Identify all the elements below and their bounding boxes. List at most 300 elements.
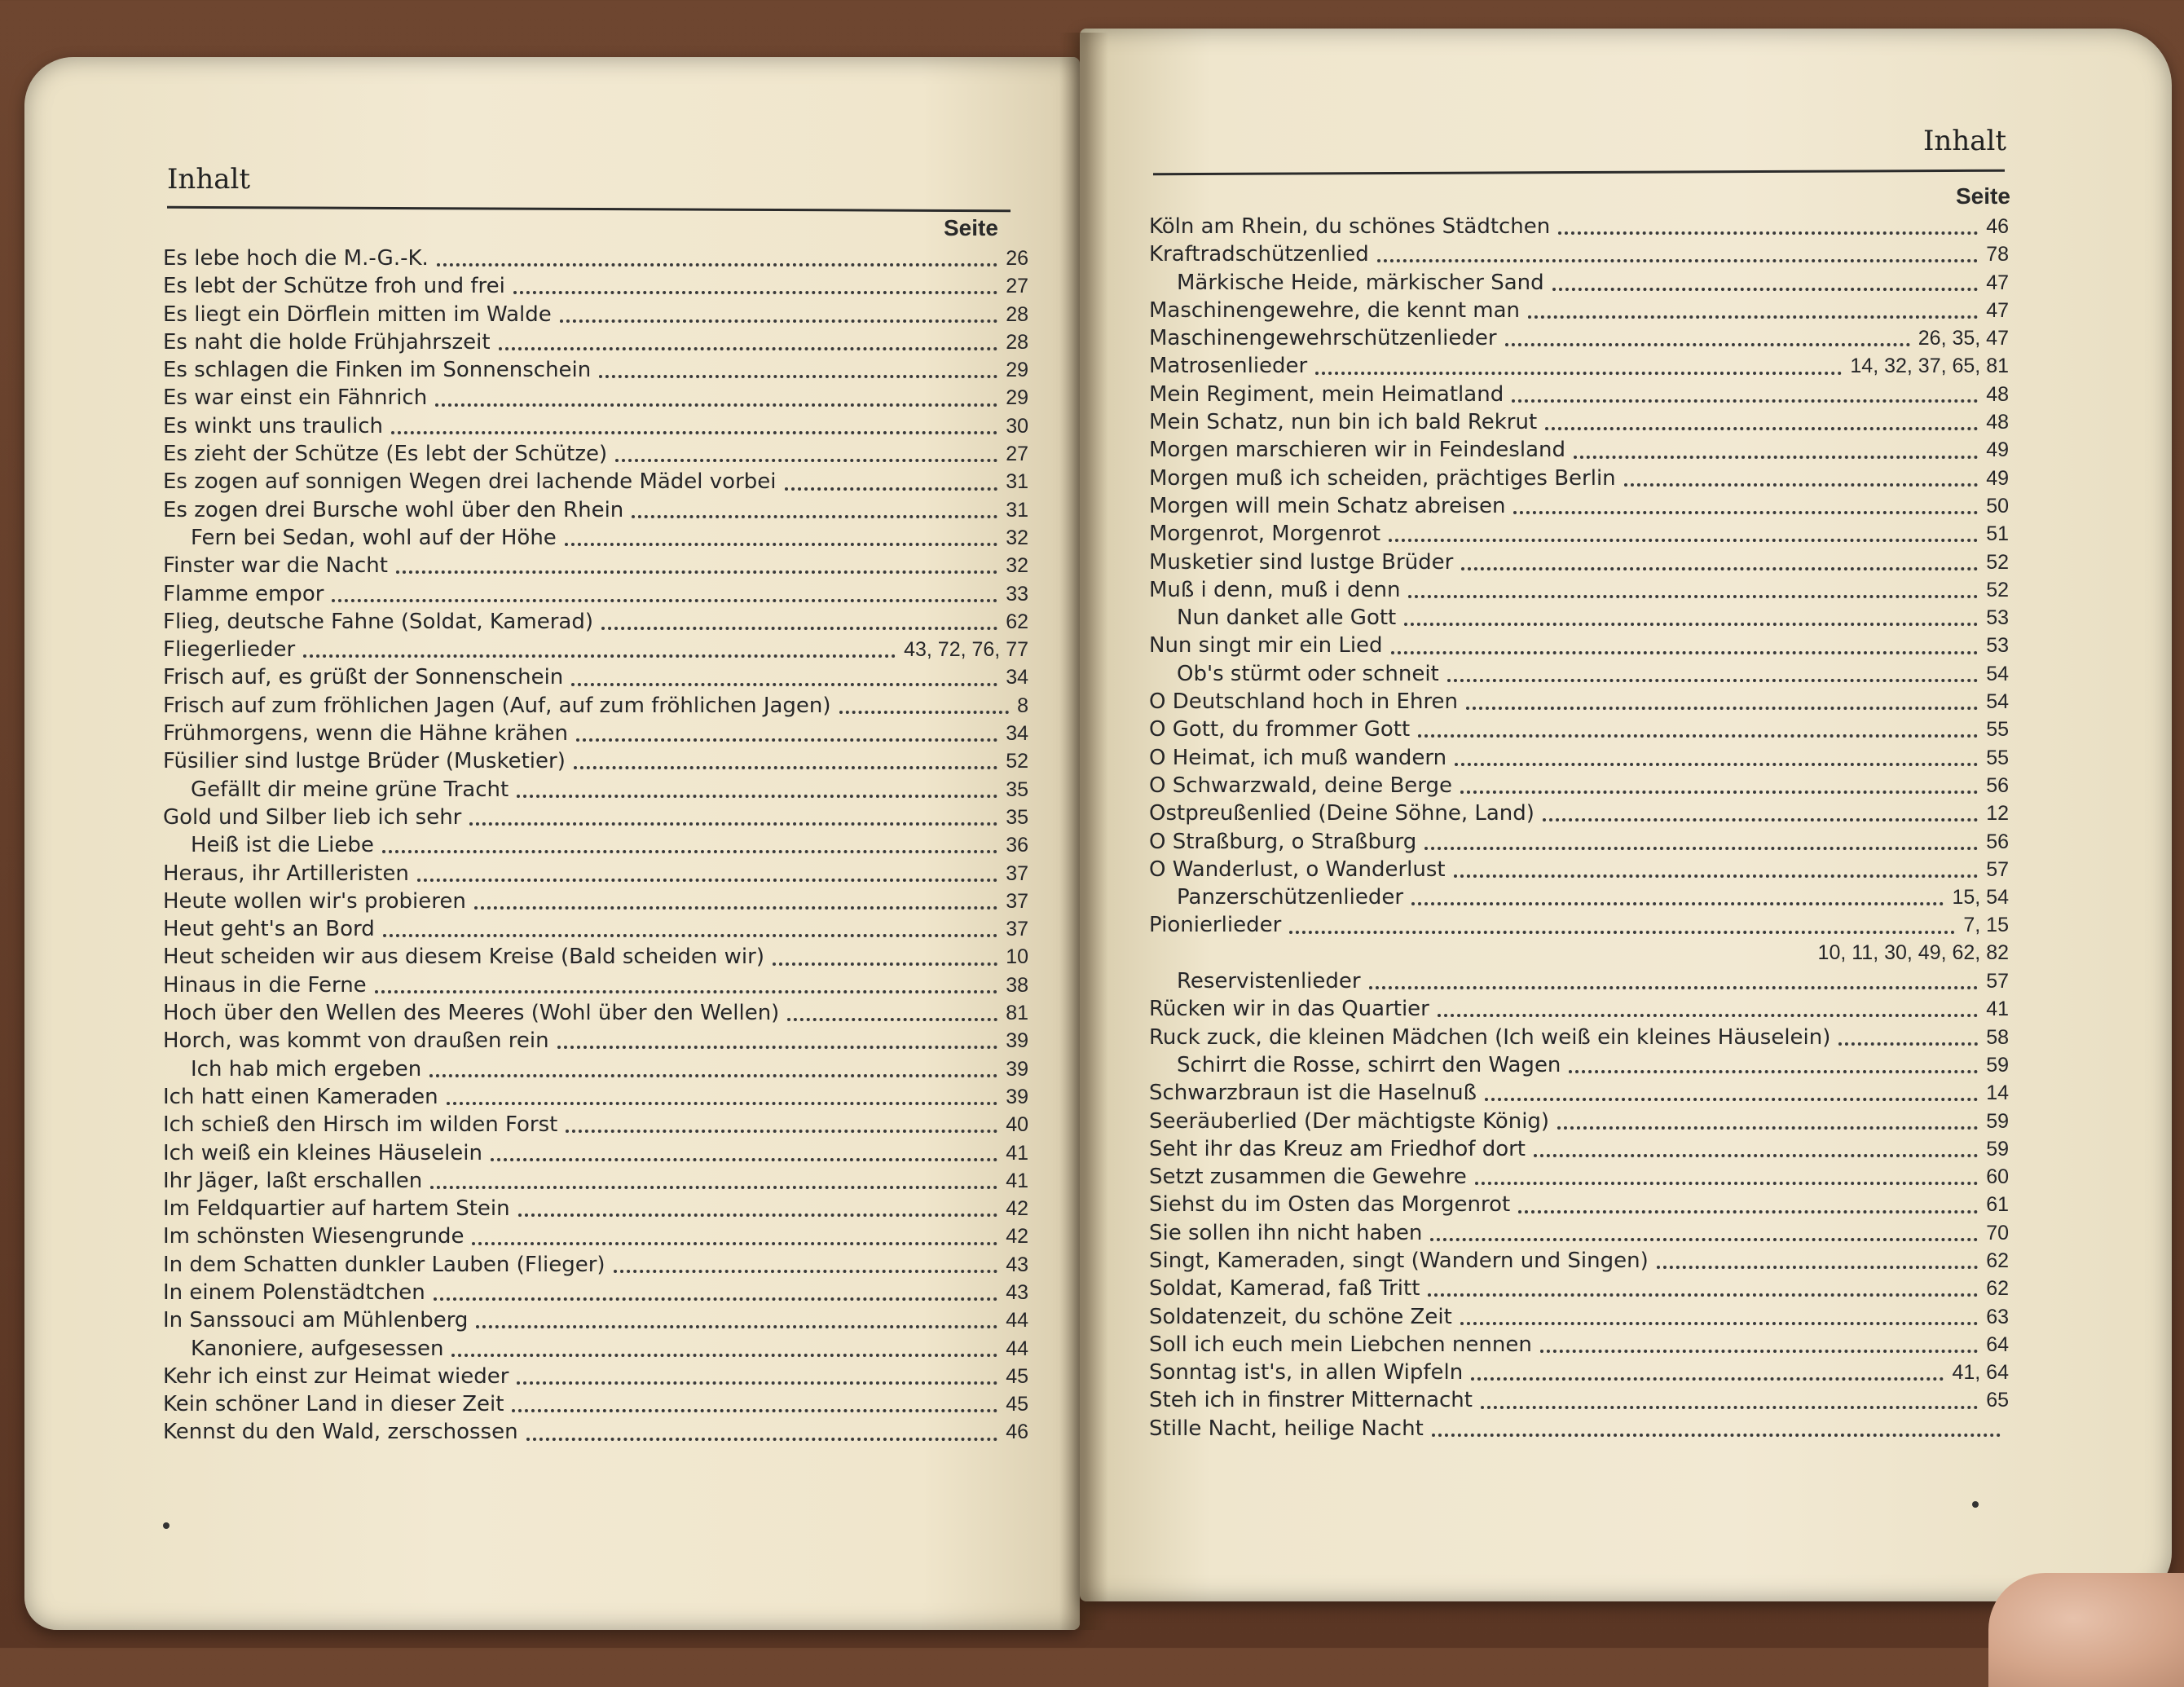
- toc-entry: [163, 861, 1028, 889]
- entry-page: 31: [1006, 498, 1028, 522]
- entry-title: Sonntag ist's, in allen Wipfeln: [1149, 1360, 1464, 1385]
- leader-dots: [571, 683, 997, 686]
- toc-entry: [1149, 606, 2009, 633]
- entry-title: Setzt zusammen die Gewehre: [1149, 1165, 1467, 1190]
- entry-page: 48: [1986, 382, 2009, 406]
- entry-title: Sie sollen ihn nicht haben: [1149, 1220, 1423, 1245]
- paper-speck: [1972, 1501, 1979, 1508]
- entry-title: Im schönsten Wiesengrunde: [163, 1224, 465, 1249]
- entry-title: Ostpreußenlied (Deine Söhne, Land): [1149, 801, 1535, 826]
- entry-page: 39: [1006, 1029, 1028, 1053]
- entry-page: 42: [1006, 1225, 1028, 1249]
- entry-title: Heut scheiden wir aus diesem Kreise (Bald scheiden wir): [163, 945, 764, 970]
- entry-title: Es schlagen die Finken im Sonnenschein: [163, 358, 592, 383]
- leader-dots: [391, 431, 997, 434]
- entry-title: Stille Nacht, heilige Nacht: [1149, 1416, 1424, 1441]
- entry-title: Es zogen auf sonnigen Wegen drei lachende Mädel vorbei: [163, 469, 777, 495]
- leader-dots: [1377, 259, 1978, 262]
- toc-entry: [163, 442, 1028, 469]
- entry-title: Es winkt uns traulich: [163, 413, 384, 438]
- leader-dots: [1428, 1293, 1978, 1297]
- entry-title: Heraus, ihr Artilleristen: [163, 861, 409, 886]
- leader-dots: [1454, 874, 1979, 878]
- toc-entry: [163, 1196, 1028, 1224]
- entry-page: 81: [1006, 1002, 1028, 1025]
- leader-dots: [1438, 1014, 1978, 1017]
- toc-entry: [1149, 1025, 2009, 1053]
- toc-entry: [163, 805, 1028, 833]
- entry-page: 60: [1986, 1165, 2009, 1189]
- entry-page: 32: [1006, 526, 1028, 549]
- leader-dots: [434, 1297, 998, 1301]
- entry-page: 56: [1986, 830, 2009, 853]
- toc-list: [1149, 214, 2009, 1444]
- entry-title: Fern bei Sedan, wohl auf der Höhe: [191, 525, 557, 550]
- leader-dots: [1455, 763, 1978, 766]
- leader-dots: [1657, 1266, 1978, 1269]
- entry-title: Es zieht der Schütze (Es lebt der Schütze): [163, 442, 608, 467]
- leader-dots: [566, 1130, 997, 1133]
- toc-entry: [163, 1001, 1028, 1028]
- toc-entry: [1149, 913, 2009, 940]
- entry-page: 41: [1006, 1141, 1028, 1165]
- leader-dots: [476, 1325, 997, 1328]
- toc-entry: [1149, 717, 2009, 745]
- entry-page: 62: [1986, 1277, 2009, 1301]
- entry-page: 34: [1006, 722, 1028, 746]
- entry-title: In einem Polenstädtchen: [163, 1280, 425, 1305]
- toc-entry: [1149, 662, 2009, 689]
- entry-title: Matrosenlieder: [1149, 354, 1308, 379]
- entry-title: Soll ich euch mein Liebchen nennen: [1149, 1332, 1532, 1357]
- leader-dots: [1369, 986, 1979, 989]
- leader-dots: [632, 515, 997, 518]
- entry-title: Es lebt der Schütze froh und frei: [163, 274, 505, 299]
- leader-dots: [1505, 343, 1910, 346]
- leader-dots: [1424, 847, 1978, 850]
- entry-page: 7, 15: [1963, 914, 2009, 937]
- entry-page: 26: [1006, 247, 1028, 270]
- entry-page: 55: [1986, 718, 2009, 742]
- page-header: Inhalt: [167, 163, 251, 196]
- entry-title: Es naht die holde Frühjahrszeit: [163, 329, 491, 355]
- entry-page: 57: [1986, 970, 2009, 993]
- leader-dots: [1540, 1350, 1978, 1353]
- leader-dots: [375, 990, 998, 993]
- leader-dots: [1552, 288, 1979, 291]
- leader-dots: [614, 1270, 998, 1273]
- entry-page: 53: [1986, 606, 2009, 630]
- leader-dots: [615, 459, 997, 462]
- toc-entry: [1149, 382, 2009, 410]
- entry-page: 41: [1006, 1169, 1028, 1192]
- entry-page: 45: [1006, 1393, 1028, 1416]
- toc-entry: [1149, 830, 2009, 857]
- entry-title: Märkische Heide, märkischer Sand: [1177, 270, 1544, 295]
- toc-entry: [163, 721, 1028, 749]
- leader-dots: [1574, 456, 1978, 459]
- entry-title: Schirrt die Rosse, schirrt den Wagen: [1177, 1052, 1561, 1077]
- toc-entry: [1149, 801, 2009, 829]
- leader-dots: [382, 850, 997, 853]
- entry-page: 59: [1986, 1053, 2009, 1077]
- leader-dots: [1557, 1126, 1978, 1130]
- leader-dots: [1513, 511, 1978, 514]
- entry-title: Morgenrot, Morgenrot: [1149, 522, 1381, 547]
- toc-entry: [1149, 494, 2009, 522]
- leader-dots: [474, 906, 997, 910]
- entry-page: 41: [1986, 998, 2009, 1021]
- toc-entry: [163, 694, 1028, 721]
- entry-page: 47: [1986, 271, 2009, 294]
- toc-entry: [1149, 326, 2009, 354]
- entry-title: Ich schieß den Hirsch im wilden Forst: [163, 1112, 558, 1138]
- entry-title: Pionierlieder: [1149, 913, 1282, 938]
- entry-page: 37: [1006, 889, 1028, 913]
- entry-title: Es lebe hoch die M.-G.-K.: [163, 246, 429, 271]
- toc-entry: [163, 469, 1028, 497]
- header-rule: [1153, 170, 2005, 176]
- entry-title: Rücken wir in das Quartier: [1149, 997, 1429, 1022]
- leader-dots: [1432, 1434, 2001, 1437]
- toc-entry: [1149, 1081, 2009, 1108]
- leader-dots: [1447, 679, 1978, 682]
- toc-entry: [1149, 1276, 2009, 1304]
- entry-title: Horch, was kommt von draußen rein: [163, 1028, 549, 1054]
- entry-page: 26, 35, 47: [1918, 327, 2009, 350]
- entry-page: 35: [1006, 777, 1028, 801]
- entry-page: 65: [1986, 1389, 2009, 1412]
- entry-page: 52: [1986, 550, 2009, 574]
- entry-page: 15, 54: [1952, 886, 2009, 910]
- leader-dots: [1461, 567, 1978, 570]
- toc-entry: [1149, 1192, 2009, 1220]
- entry-page: 40: [1006, 1113, 1028, 1137]
- entry-page: 46: [1006, 1421, 1028, 1444]
- entry-page: 12: [1986, 802, 2009, 826]
- entry-title: Frisch auf zum fröhlichen Jagen (Auf, auf zum fröhlichen Jagen): [163, 693, 831, 718]
- leader-dots: [574, 766, 997, 769]
- leader-dots: [1391, 651, 1979, 654]
- toc-entry: [1149, 466, 2009, 494]
- toc-entry: [163, 1112, 1028, 1140]
- entry-title: Heut geht's an Bord: [163, 917, 375, 942]
- entry-page: 54: [1986, 662, 2009, 685]
- toc-entry: [1149, 410, 2009, 438]
- leader-dots: [1558, 231, 1978, 235]
- leader-dots: [1512, 399, 1978, 403]
- entry-page: 54: [1986, 690, 2009, 714]
- entry-title: Frisch auf, es grüßt der Sonnenschein: [163, 665, 564, 690]
- entry-page: 43: [1006, 1253, 1028, 1276]
- seite-label: Seite: [944, 215, 998, 240]
- toc-entry: [163, 749, 1028, 777]
- leader-dots: [451, 1354, 997, 1357]
- toc-entry: [163, 637, 1028, 665]
- leader-dots: [1485, 1098, 1978, 1101]
- entry-title: Heiß ist die Liebe: [191, 833, 374, 858]
- toc-entry: [163, 414, 1028, 442]
- entry-page: 37: [1006, 918, 1028, 941]
- toc-entry: [1149, 857, 2009, 885]
- leader-dots: [1518, 1210, 1978, 1213]
- toc-entry: [1149, 1332, 2009, 1360]
- entry-page: 10: [1006, 945, 1028, 969]
- entry-title: Morgen muß ich scheiden, prächtiges Berlin: [1149, 465, 1616, 491]
- leader-dots: [437, 263, 997, 266]
- toc-entry: [1149, 1360, 2009, 1388]
- toc-entry: [1149, 773, 2009, 801]
- entry-page: 42: [1006, 1197, 1028, 1221]
- leader-dots: [1545, 427, 1978, 430]
- entry-page: 43, 72, 76, 77: [904, 638, 1028, 662]
- entry-page: 27: [1006, 443, 1028, 466]
- leader-dots: [469, 822, 997, 826]
- toc-entry: [163, 1420, 1028, 1447]
- entry-title: Soldatenzeit, du schöne Zeit: [1149, 1304, 1452, 1329]
- leader-dots: [1528, 315, 1978, 319]
- toc-entry: [163, 1337, 1028, 1364]
- entry-title: Panzerschützenlieder: [1177, 885, 1404, 910]
- leader-dots: [447, 1102, 998, 1105]
- toc-entry: [163, 1308, 1028, 1336]
- leader-dots: [787, 1018, 997, 1021]
- entry-title: O Gott, du frommer Gott: [1149, 717, 1411, 742]
- leader-dots: [491, 1158, 997, 1161]
- entry-page: 28: [1006, 330, 1028, 354]
- leader-dots: [1389, 539, 1978, 542]
- entry-title: Hoch über den Wellen des Meeres (Wohl über den Wellen): [163, 1001, 780, 1026]
- entry-page: 14, 32, 37, 65, 81: [1850, 355, 2009, 378]
- toc-entry: [163, 610, 1028, 637]
- toc-entry: [1149, 1388, 2009, 1416]
- entry-page: 29: [1006, 359, 1028, 382]
- entry-page: 49: [1986, 466, 2009, 490]
- entry-title: Mein Schatz, nun bin ich bald Rekrut: [1149, 410, 1538, 435]
- entry-page: 59: [1986, 1137, 2009, 1161]
- toc-entry: [163, 1392, 1028, 1420]
- entry-title: Morgen marschieren wir in Feindesland: [1149, 438, 1565, 463]
- entry-title: Frühmorgens, wenn die Hähne krähen: [163, 721, 569, 747]
- toc-entry: [163, 358, 1028, 385]
- toc-list: [163, 246, 1028, 1448]
- leader-dots: [417, 879, 997, 882]
- entry-page: 55: [1986, 746, 2009, 769]
- entry-page: 34: [1006, 666, 1028, 689]
- entry-page: 62: [1986, 1249, 2009, 1272]
- entry-title: Morgen will mein Schatz abreisen: [1149, 493, 1506, 518]
- toc-entry: [163, 1057, 1028, 1085]
- entry-page: 30: [1006, 414, 1028, 438]
- leader-dots: [1408, 595, 1978, 598]
- leader-dots: [518, 1213, 998, 1217]
- toc-entry: [1149, 689, 2009, 717]
- toc-entry: [163, 1364, 1028, 1392]
- toc-entry: [163, 498, 1028, 526]
- leader-dots: [513, 291, 997, 294]
- entry-title: Seht ihr das Kreuz am Friedhof dort: [1149, 1136, 1526, 1161]
- leader-dots: [1481, 1406, 1978, 1409]
- toc-entry: [163, 1224, 1028, 1252]
- entry-page: 35: [1006, 805, 1028, 829]
- entry-page: 28: [1006, 302, 1028, 326]
- toc-entry: [163, 917, 1028, 945]
- entry-title: Kanoniere, aufgesessen: [191, 1336, 444, 1361]
- entry-page: 59: [1986, 1109, 2009, 1133]
- entry-title: Musketier sind lustge Brüder: [1149, 549, 1454, 575]
- toc-entry: [163, 385, 1028, 413]
- entry-title: Gefällt dir meine grüne Tracht: [191, 777, 509, 802]
- leader-dots: [1534, 1154, 1978, 1157]
- toc-entry: [163, 1141, 1028, 1169]
- entry-page: 39: [1006, 1085, 1028, 1108]
- leader-dots: [1404, 623, 1978, 626]
- leader-dots: [599, 375, 997, 378]
- entry-title: Flieg, deutsche Fahne (Soldat, Kamerad): [163, 609, 593, 634]
- entry-title: Kraftradschützenlied: [1149, 242, 1369, 267]
- entry-title: Ich hatt einen Kameraden: [163, 1084, 438, 1109]
- leader-dots: [429, 1074, 997, 1077]
- leader-dots: [526, 1438, 998, 1441]
- entry-title: Kein schöner Land in dieser Zeit: [163, 1392, 504, 1417]
- entry-page: 44: [1006, 1309, 1028, 1332]
- entry-page: 48: [1986, 411, 2009, 434]
- leader-dots: [383, 934, 997, 937]
- toc-entry: [1149, 438, 2009, 465]
- leader-dots: [396, 570, 997, 574]
- toc-entry: [163, 1028, 1028, 1056]
- entry-page: 27: [1006, 275, 1028, 298]
- toc-entry: [1149, 633, 2009, 661]
- entry-page: 43: [1006, 1280, 1028, 1304]
- entry-page: 45: [1006, 1364, 1028, 1388]
- seite-label: Seite: [1956, 183, 2010, 209]
- entry-page: 50: [1986, 494, 2009, 518]
- entry-page: 53: [1986, 634, 2009, 658]
- entry-page: 70: [1986, 1221, 2009, 1244]
- entry-page: 78: [1986, 243, 2009, 266]
- entry-page: 52: [1006, 750, 1028, 773]
- left-page: [24, 57, 1080, 1630]
- entry-page: 49: [1986, 438, 2009, 462]
- page-header: Inhalt: [1923, 125, 2007, 157]
- paper-speck: [163, 1522, 170, 1529]
- leader-dots: [1466, 707, 1978, 710]
- leader-dots: [839, 711, 1010, 714]
- right-page: [1080, 29, 2172, 1601]
- leader-dots: [1624, 483, 1979, 487]
- entry-title: Maschinengewehrschützenlieder: [1149, 326, 1497, 351]
- entry-page: 47: [1986, 298, 2009, 322]
- toc-entry: [1149, 885, 2009, 913]
- toc-entry: [163, 833, 1028, 861]
- toc-entry: [1149, 1305, 2009, 1332]
- entry-page: 44: [1006, 1337, 1028, 1360]
- entry-title: Singt, Kameraden, singt (Wandern und Singen): [1149, 1248, 1649, 1273]
- toc-entry: [1149, 550, 2009, 578]
- leader-dots: [565, 543, 997, 546]
- toc-entry: [163, 330, 1028, 358]
- entry-title: Schwarzbraun ist die Haselnuß: [1149, 1081, 1477, 1106]
- leader-dots: [435, 403, 997, 407]
- leader-dots: [1460, 1322, 1978, 1325]
- thumb: [1988, 1573, 2184, 1687]
- toc-entry: [163, 1085, 1028, 1112]
- leader-dots: [1460, 791, 1978, 794]
- leader-dots: [1418, 734, 1978, 738]
- leader-dots: [576, 738, 997, 742]
- toc-entry: [163, 777, 1028, 805]
- toc-entry: [1149, 214, 2009, 242]
- entry-page: 57: [1986, 857, 2009, 881]
- entry-title: Soldat, Kamerad, faß Tritt: [1149, 1276, 1420, 1302]
- entry-page: 51: [1986, 522, 2009, 546]
- entry-title: O Deutschland hoch in Ehren: [1149, 689, 1459, 715]
- entry-title: Kehr ich einst zur Heimat wieder: [163, 1363, 509, 1389]
- entry-title: Nun singt mir ein Lied: [1149, 633, 1383, 659]
- entry-title: Ihr Jäger, laßt erschallen: [163, 1168, 423, 1193]
- toc-entry: [163, 889, 1028, 917]
- entry-page: 46: [1986, 215, 2009, 238]
- entry-page: 56: [1986, 773, 2009, 797]
- toc-entry: [163, 274, 1028, 302]
- entry-title: In Sanssouci am Mühlenberg: [163, 1308, 469, 1333]
- entry-page: 62: [1006, 610, 1028, 633]
- entry-page: 38: [1006, 973, 1028, 997]
- toc-entry: [1149, 969, 2009, 997]
- entry-title: O Wanderlust, o Wanderlust: [1149, 857, 1446, 882]
- entry-title: Mein Regiment, mein Heimatland: [1149, 381, 1504, 407]
- toc-entry: [1149, 1109, 2009, 1137]
- entry-page: 36: [1006, 834, 1028, 857]
- leader-dots: [1289, 931, 1955, 934]
- entry-title: Muß i denn, muß i denn: [1149, 577, 1401, 602]
- entry-page: 8: [1017, 694, 1028, 717]
- toc-entry: [1149, 298, 2009, 326]
- leader-dots: [560, 319, 997, 323]
- entry-title: Es liegt ein Dörflein mitten im Walde: [163, 302, 552, 327]
- entry-page: 41, 64: [1952, 1361, 2009, 1385]
- entry-title: Fliegerlieder: [163, 637, 296, 663]
- leader-dots: [1543, 818, 1978, 821]
- entry-title: Ich weiß ein kleines Häuselein: [163, 1140, 483, 1165]
- toc-entry: [1149, 522, 2009, 549]
- entry-page: 63: [1986, 1305, 2009, 1328]
- leader-dots: [1430, 1238, 1978, 1241]
- leader-dots: [430, 1186, 997, 1189]
- leader-dots: [1838, 1042, 1978, 1046]
- entry-page: 64: [1986, 1332, 2009, 1356]
- leader-dots: [785, 487, 998, 491]
- toc-entry: [1149, 1416, 2009, 1444]
- toc-entry: [163, 973, 1028, 1001]
- toc-entry: [163, 246, 1028, 274]
- toc-entry: [163, 1253, 1028, 1280]
- entry-title: O Schwarzwald, deine Berge: [1149, 773, 1453, 798]
- entry-page: 39: [1006, 1057, 1028, 1081]
- entry-page: 10, 11, 30, 49, 62, 82: [1817, 940, 2009, 964]
- entry-page: 33: [1006, 582, 1028, 606]
- toc-entry: [163, 1280, 1028, 1308]
- leader-dots: [303, 654, 896, 658]
- entry-title: Gold und Silber lieb ich sehr: [163, 804, 462, 830]
- entry-title: Steh ich in finstrer Mitternacht: [1149, 1388, 1473, 1413]
- toc-entry: [1149, 997, 2009, 1024]
- entry-title: Es zogen drei Bursche wohl über den Rhein: [163, 497, 624, 522]
- toc-entry: [163, 945, 1028, 972]
- entry-title: Reservistenlieder: [1177, 969, 1361, 994]
- leader-dots: [1411, 902, 1944, 905]
